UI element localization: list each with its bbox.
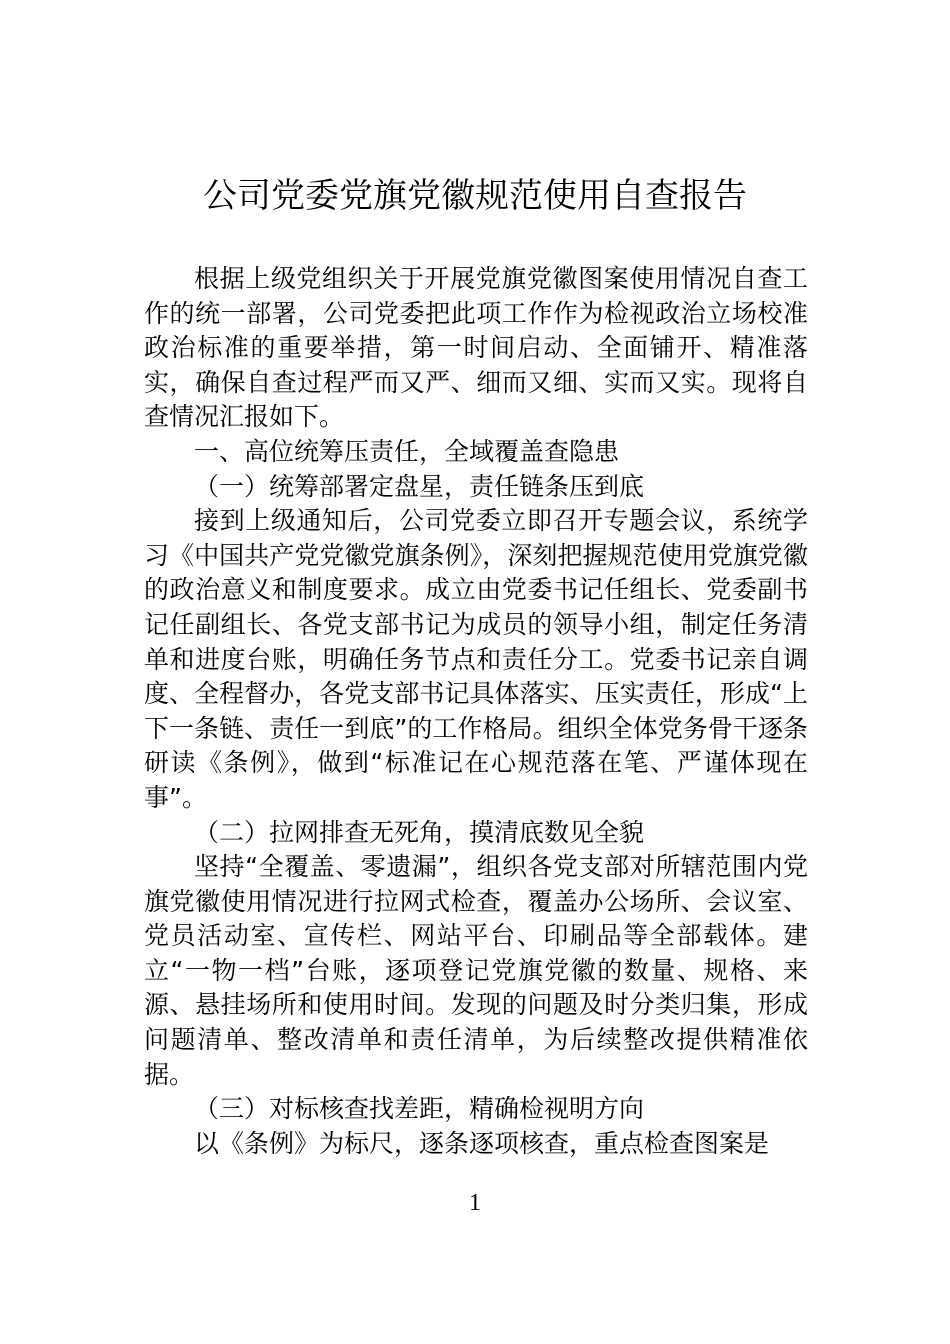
intro-paragraph: 根据上级党组织关于开展党旗党徽图案使用情况自查工作的统一部署，公司党委把此项工作作为检视政治立场校准政治标准的重要举措，第一时间启动、全面铺开、精准落实，确保自查过程严而又严、细而又细、实而又实。现将自查情况汇报如下。 — [144, 264, 808, 432]
page-number: 1 — [469, 1190, 481, 1216]
subsection-heading-3: （三）对标核查找差距，精确检视明方向 — [194, 1094, 645, 1124]
document-body — [144, 262, 808, 1161]
document-title: 公司党委党旗党徽规范使用自查报告 — [203, 176, 747, 216]
subsection-heading-1: （一）统筹部署定盘星，责任链条压到底 — [194, 471, 645, 501]
subsection-paragraph-1: 接到上级通知后，公司党委立即召开专题会议，系统学习《中国共产党党徽党旗条例》，深刻把握规范使用党旗党徽的政治意义和制度要求。成立由党委书记任组长、党委副书记任副组长、各党支部书记为成员的领导小组，制定任务清单和进度台账，明确任务节点和责任分工。党委书记亲自调度、全程督办，各党支部书记具体落实、压实责任，形成“上下一条链、责任一到底”的工作格局。组织全体党务骨干逐条研读《条例》，做到“标准记在心规范落在笔、严谨体现在事”。 — [144, 506, 808, 812]
subsection-heading-2: （二）拉网排查无死角，摸清底数见全貌 — [194, 817, 645, 847]
subsection-paragraph-2: 坚持“全覆盖、零遗漏”，组织各党支部对所辖范围内党旗党徽使用情况进行拉网式检查，覆盖办公场所、会议室、党员活动室、宣传栏、网站平台、印刷品等全部载体。建立“一物一档”台账，逐项登记党旗党徽的数量、规格、来源、悬挂场所和使用时间。发现的问题及时分类归集，形成问题清单、整改清单和责任清单，为后续整改提供精准依据。 — [144, 852, 808, 1089]
section-heading-1: 一、高位统筹压责任，全域覆盖查隐患 — [194, 436, 620, 466]
subsection-paragraph-3: 以《条例》为标尺，逐条逐项核查，重点检查图案是 — [194, 1128, 770, 1158]
